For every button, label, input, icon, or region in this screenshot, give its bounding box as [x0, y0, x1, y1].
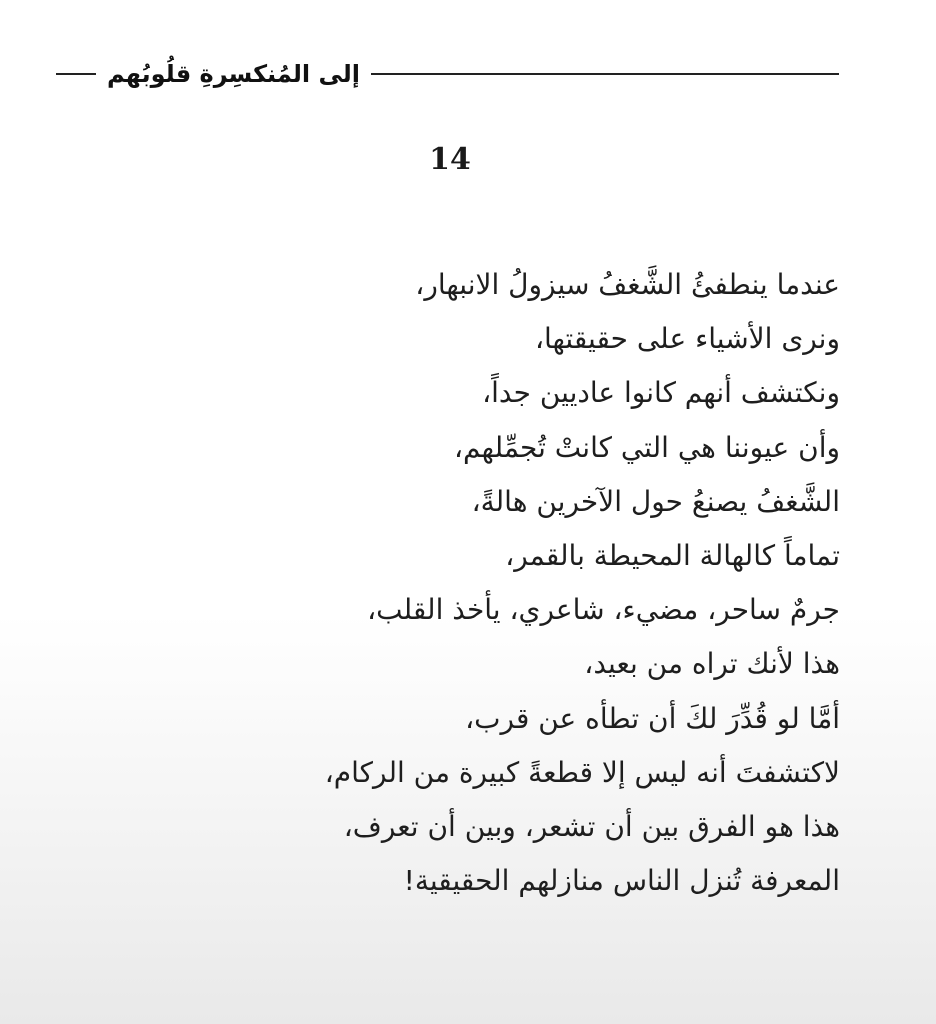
poem-line: هذا هو الفرق بين أن تشعر، وبين أن تعرف، — [343, 809, 840, 843]
header-rule-right — [371, 73, 839, 75]
poem-line: ونكتشف أنهم كانوا عاديين جداً، — [482, 376, 840, 410]
poem-line: جرمٌ ساحر، مضيء، شاعري، يأخذ القلب، — [367, 593, 840, 627]
header-rule-left — [56, 73, 96, 75]
poem-line: تماماً كالهالة المحيطة بالقمر، — [505, 538, 840, 572]
poem-text — [200, 258, 840, 908]
poem-line: الشَّغفُ يصنعُ حول الآخرين هالةً، — [471, 484, 840, 518]
running-header-title: إلى المُنكسِرةِ قلُوبُهم — [106, 60, 361, 88]
poem-line: المعرفة تُنزل الناس منازلهم الحقيقية! — [403, 864, 840, 898]
running-header — [56, 54, 839, 94]
poem-line: وأن عيوننا هي التي كانتْ تُجمِّلهم، — [453, 430, 840, 464]
page-number: 14 — [429, 142, 471, 177]
poem-line: ونرى الأشياء على حقيقتها، — [534, 322, 840, 356]
poem-line: هذا لأنك تراه من بعيد، — [584, 647, 840, 681]
poem-line: لاكتشفتَ أنه ليس إلا قطعةً كبيرة من الركام، — [324, 755, 840, 789]
poem-line: عندما ينطفئُ الشَّغفُ سيزولُ الانبهار، — [415, 268, 840, 301]
poem-line: أمَّا لو قُدِّرَ لكَ أن تطأه عن قرب، — [465, 701, 840, 735]
